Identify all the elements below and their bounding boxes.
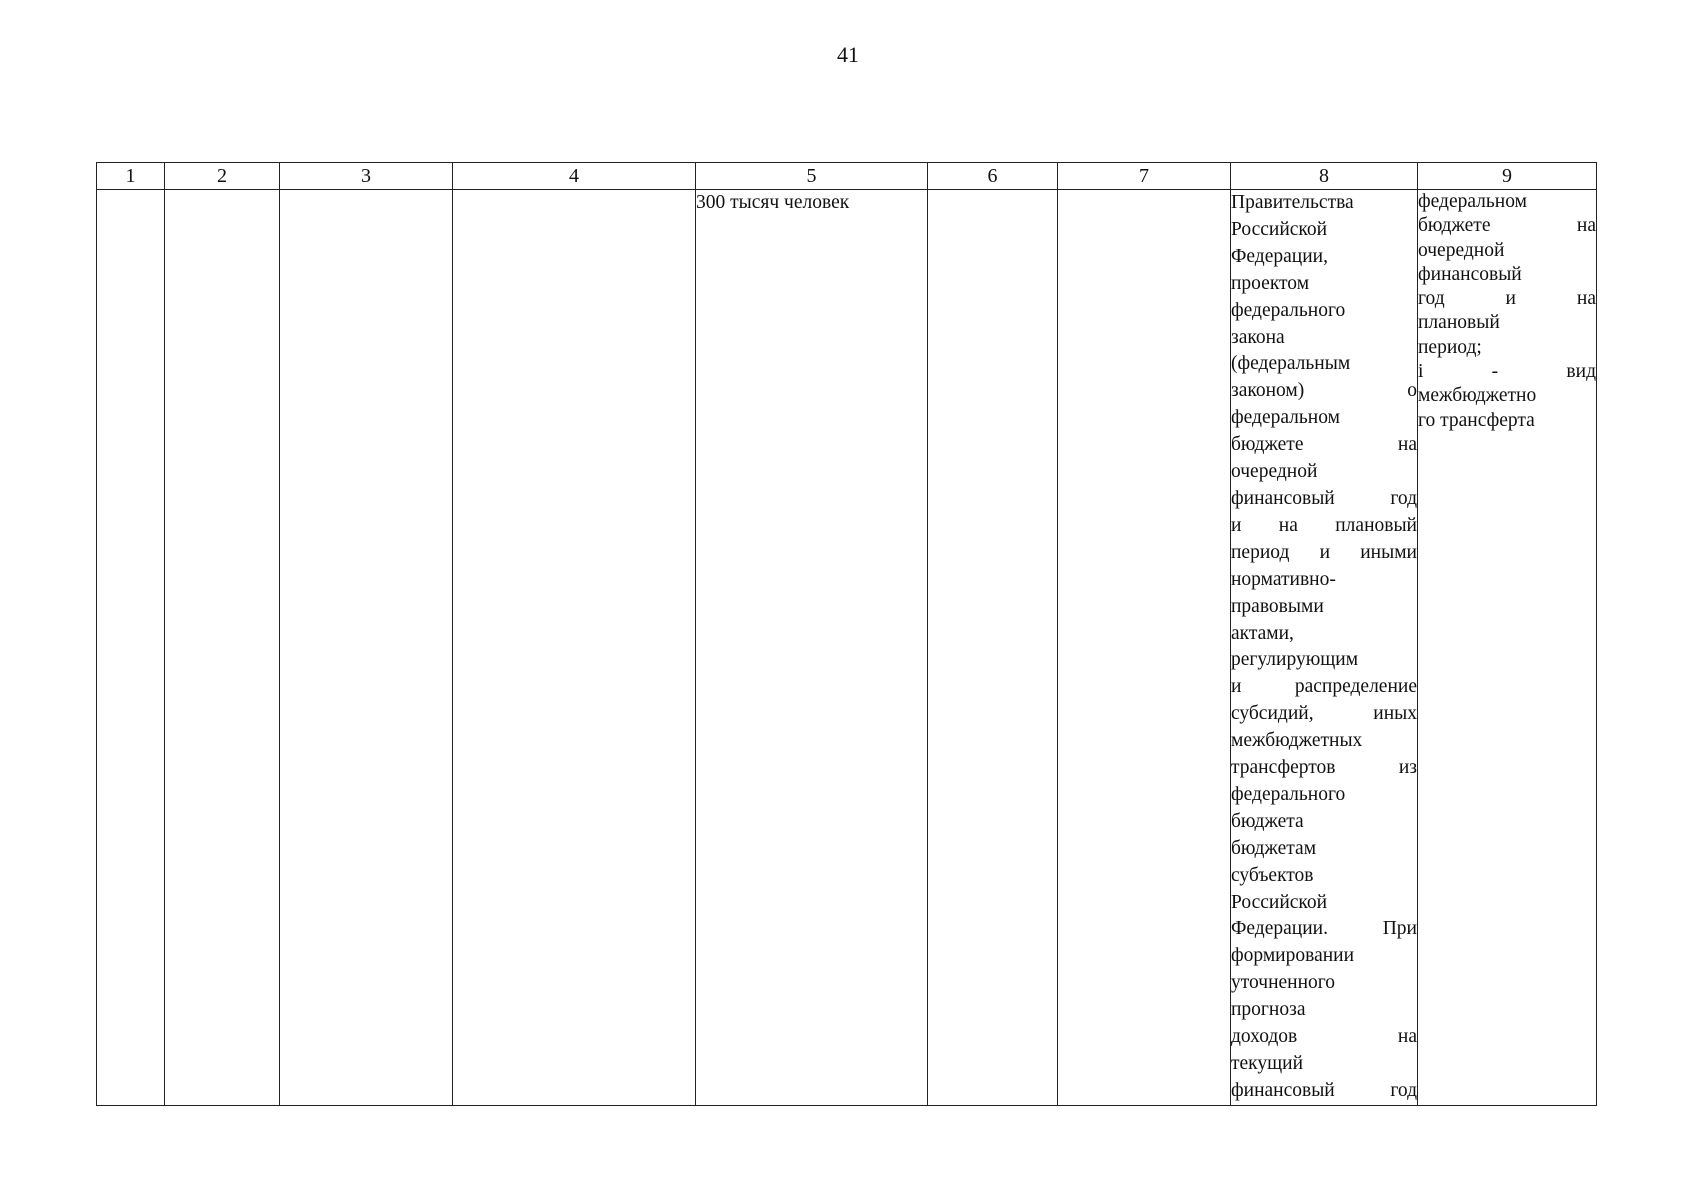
text-line: доходов на (1231, 1026, 1417, 1048)
text-line: бюджета (1231, 810, 1304, 832)
column-header-8: 8 (1231, 163, 1418, 190)
text-line: федерального (1231, 299, 1346, 321)
text-line: финансовый год (1231, 1079, 1417, 1101)
text-line: Правительства (1231, 192, 1354, 213)
column-header-4: 4 (453, 163, 696, 190)
text-line: федерального (1231, 783, 1346, 805)
text-line: и на плановый (1231, 514, 1417, 536)
text-line: период; (1418, 336, 1482, 358)
text-line: бюджете на (1418, 215, 1596, 237)
column-header-5: 5 (696, 163, 928, 190)
table-row (97, 190, 1597, 1106)
text-line: уточненного (1231, 972, 1336, 994)
cell-col8-text (1231, 190, 1417, 1105)
text-line: регулирующим (1231, 649, 1359, 671)
text-line: текущий (1231, 1053, 1304, 1074)
text-line: субсидий, иных (1231, 703, 1417, 725)
text-line: плановый (1418, 312, 1500, 334)
text-line: период и иными (1231, 541, 1417, 563)
cell-col1 (97, 190, 165, 1106)
text-line: Федерации. При (1231, 918, 1417, 940)
text-line: прогноза (1231, 999, 1306, 1021)
text-line: и распределение (1231, 676, 1417, 698)
text-line: го трансферта (1418, 409, 1535, 431)
cell-col9 (1418, 190, 1597, 1106)
text-line: проектом (1231, 272, 1310, 294)
text-line: формировании (1231, 945, 1355, 967)
text-line: межбюджетных (1231, 730, 1363, 752)
text-line: бюджетам (1231, 837, 1317, 859)
text-line: субъектов (1231, 864, 1314, 886)
text-line: правовыми (1231, 595, 1324, 617)
text-line: федеральном (1231, 407, 1340, 429)
text-line: очередной (1418, 239, 1505, 261)
text-line: актами, (1231, 622, 1294, 644)
column-header-2: 2 (165, 163, 280, 190)
column-header-6: 6 (928, 163, 1058, 190)
text-line: очередной (1231, 461, 1318, 483)
cell-col3 (280, 190, 453, 1106)
text-line: законом) о (1231, 380, 1417, 402)
text-line: финансовый (1418, 263, 1522, 285)
cell-col8 (1231, 190, 1418, 1106)
cell-col2 (165, 190, 280, 1106)
text-line: (федеральным (1231, 353, 1351, 375)
cell-col6 (928, 190, 1058, 1106)
cell-col7 (1058, 190, 1231, 1106)
cell-col5 (696, 190, 928, 1106)
table-header-row (97, 163, 1597, 190)
text-line: i - вид (1418, 361, 1596, 383)
text-line: федеральном (1418, 191, 1527, 212)
page-number: 41 (837, 42, 859, 67)
document-table (96, 162, 1597, 1106)
column-header-1: 1 (97, 163, 165, 190)
text-line: год и на (1418, 288, 1596, 310)
text-line: закона (1231, 326, 1285, 348)
column-header-3: 3 (280, 163, 453, 190)
text-line: бюджете на (1231, 434, 1417, 456)
text-line: нормативно- (1231, 568, 1336, 590)
text-line: Федерации, (1231, 245, 1328, 267)
text-line: Российской (1231, 891, 1328, 913)
cell-col4 (453, 190, 696, 1106)
text-line: межбюджетно (1418, 385, 1537, 407)
column-header-7: 7 (1058, 163, 1231, 190)
text-line: Российской (1231, 218, 1328, 240)
text-line: финансовый год (1231, 487, 1417, 509)
text-line: трансфертов из (1231, 757, 1417, 779)
cell-col9-text (1418, 190, 1596, 433)
cell-col5-text: 300 тысяч человек (696, 192, 850, 213)
column-header-9: 9 (1418, 163, 1597, 190)
